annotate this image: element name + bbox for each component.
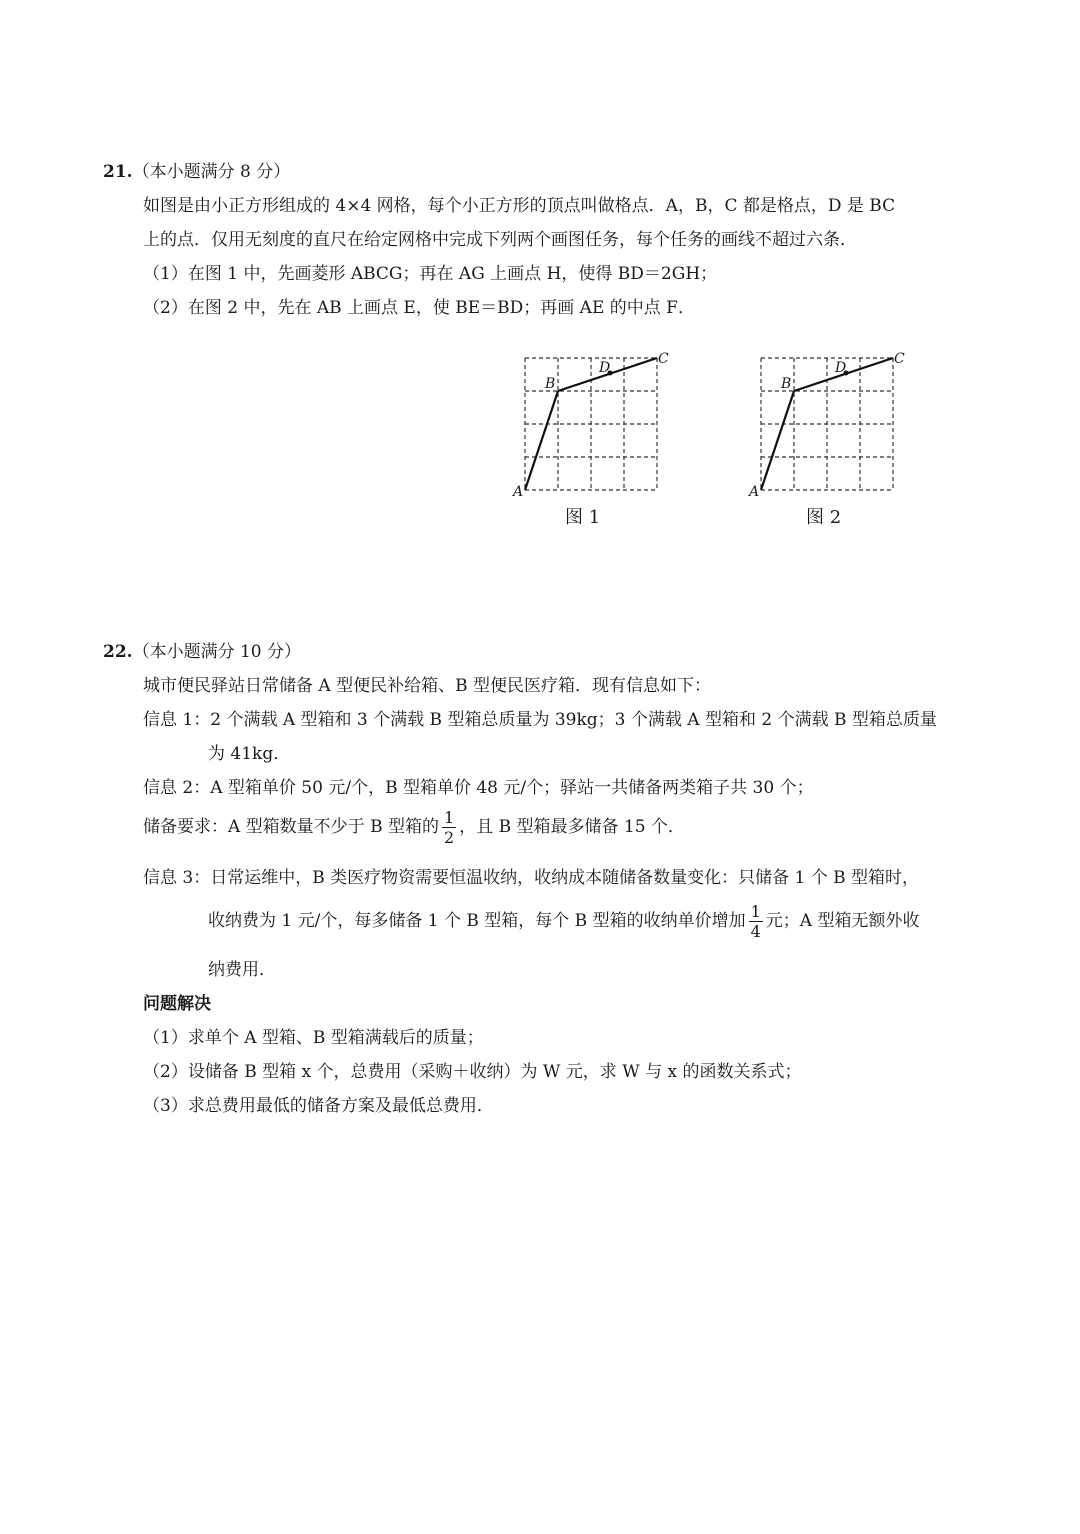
segment-ab — [761, 391, 794, 490]
requirement-text-start: 储备要求：A 型箱数量不少于 B 型箱的 — [143, 817, 439, 837]
q22-score: （本小题满分 10 分） — [132, 642, 302, 662]
fraction-denominator: 2 — [443, 828, 455, 847]
q21-score: （本小题满分 8 分） — [132, 162, 291, 182]
q22-ask-2: （2）设储备 B 型箱 x 个，总费用（采购＋收纳）为 W 元，求 W 与 x 的函数关系式； — [143, 1062, 802, 1082]
q22-requirement — [143, 808, 685, 847]
requirement-text-end: ，且 B 型箱最多储备 15 个． — [459, 817, 685, 837]
q22-info-3-line-3: 纳费用． — [208, 960, 276, 980]
q22-ask-1: （1）求单个 A 型箱、B 型箱满载后的质量； — [143, 1028, 484, 1048]
q22-header — [103, 640, 301, 664]
q22-info-3-line-2 — [208, 902, 919, 941]
fraction-numerator: 1 — [750, 902, 761, 921]
info-3-text-start: 收纳费为 1 元/个，每多储备 1 个 B 型箱，每个 B 型箱的收纳单价增加 — [208, 911, 746, 931]
q22-intro: 城市便民驿站日常储备 A 型便民补给箱、B 型便民医疗箱．现有信息如下： — [143, 676, 711, 696]
segment-ab — [525, 391, 558, 490]
label-c: C — [658, 351, 669, 367]
q22-info-2: 信息 2：A 型箱单价 50 元/个，B 型箱单价 48 元/个；驿站一共储备两类箱子共 30 个； — [143, 778, 814, 798]
label-a: A — [749, 484, 760, 498]
label-a: A — [513, 484, 524, 498]
fraction-numerator: 1 — [443, 808, 455, 827]
q22-info-3-line-1: 信息 3：日常运维中，B 类医疗物资需要恒温收纳，收纳成本随储备数量变化：只储备 1 个 B 型箱时， — [143, 868, 920, 888]
figure-2-grid — [745, 348, 915, 498]
label-b: B — [781, 376, 792, 392]
fraction-one-half — [442, 808, 456, 847]
q22-ask-3: （3）求总费用最低的储备方案及最低总费用． — [143, 1096, 494, 1116]
q21-task-2: （2）在图 2 中，先在 AB 上画点 E，使 BE＝BD；再画 AE 的中点 F． — [143, 298, 695, 318]
figure-1-caption: 图 1 — [565, 507, 601, 528]
fraction-denominator: 4 — [750, 922, 761, 941]
q21-intro-line-1: 如图是由小正方形组成的 4×4 网格，每个小正方形的顶点叫做格点．A，B，C 都是格点，D 是 BC — [143, 196, 896, 216]
q21-header — [103, 160, 290, 184]
label-d: D — [835, 360, 847, 376]
q22-info-1-line-2: 为 41kg． — [208, 744, 291, 764]
q22-number: 22. — [103, 642, 133, 662]
fraction-one-quarter — [749, 902, 763, 941]
q22-solve-heading: 问题解决 — [143, 994, 211, 1014]
label-b: B — [545, 376, 556, 392]
figure-2-caption: 图 2 — [806, 507, 842, 528]
info-3-text-end: 元；A 型箱无额外收 — [765, 911, 920, 931]
label-c: C — [894, 351, 905, 367]
q22-info-1-line-1: 信息 1：2 个满载 A 型箱和 3 个满载 B 型箱总质量为 39kg；3 个满载 A 型箱和 2 个满载 B 型箱总质量 — [143, 710, 937, 730]
q21-task-1: （1）在图 1 中，先画菱形 ABCG；再在 AG 上画点 H，使得 BD＝2GH； — [143, 264, 718, 284]
figure-1-grid — [508, 348, 678, 498]
q21-intro-line-2: 上的点．仅用无刻度的直尺在给定网格中完成下列两个画图任务，每个任务的画线不超过六条． — [143, 230, 857, 250]
label-d: D — [599, 360, 611, 376]
q21-number: 21. — [103, 162, 133, 182]
